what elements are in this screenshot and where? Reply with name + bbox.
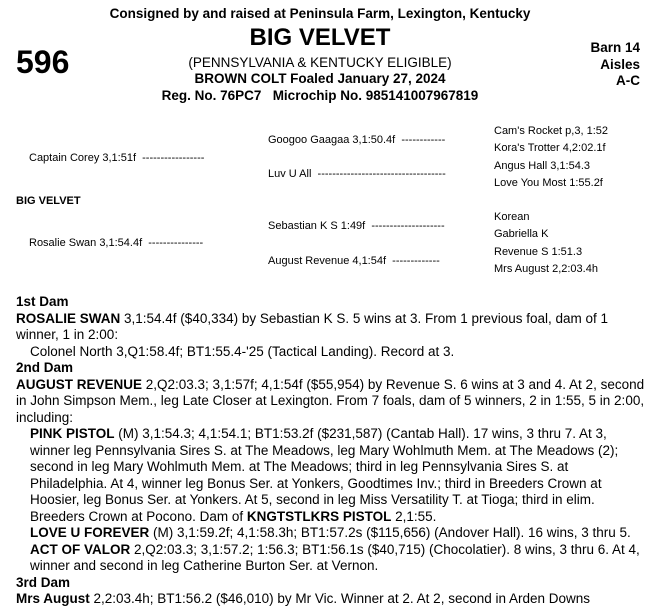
pedigree-sds: Angus Hall 3,1:54.3: [494, 160, 591, 172]
foal-love-u-forever: LOVE U FOREVER (M) 3,1:59.2f; 4,1:58.3h; BT1:57.2s ($115,656) (Andover Hall). 16 wins, 3 thru 5.: [30, 525, 631, 540]
pedigree-sss: Cam's Rocket p,3, 1:52: [494, 125, 608, 137]
registration-line: Reg. No. 76PC7 Microchip No. 985141007967819: [161, 88, 479, 103]
pedigree-dss: Korean: [494, 211, 530, 223]
foal-act-of-valor: ACT OF VALOR 2,Q2:03.3; 3,1:57.2; 1:56.3; BT1:56.1s ($40,715) (Chocolatier). 8 wins, 3 thru 6. At 4, winner and second in leg Catherine Burton Ser. at Vernon.: [30, 541, 640, 573]
foal-pink-pistol: PINK PISTOL (M) 3,1:54.3; 4,1:54.1; BT1:53.2f ($231,587) (Cantab Hall). 17 wins, 3 thru 7. At 3, winner leg Pennsylvania Sires S. at The Meadows, leg Mary Wohlmuth Mem. at The Meadows (2); second in leg Mary Wohlmuth Mem. at The Meadows; third in leg Pennsylvania Sires S. at Philadelphia. At 4, winner leg Bonus Ser. at Yonkers, Goodtimes Inv.; third in Breeders Crown at Hoosier, leg Bonus Ser. at Yonkers. At 5, second in leg Miss Versatility T. at Tioga; third in elim. Breeders Crown at Pocono. Dam of KNGTSTLKRS PISTOL 2,1:55.: [30, 426, 619, 524]
horse-name: BIG VELVET: [249, 24, 391, 51]
second-dam-heading: 2nd Dam: [16, 360, 74, 375]
pedigree-sire: Captain Corey 3,1:51f -----------------: [29, 152, 205, 164]
pedigree-dam-sire: Sebastian K S 1:49f --------------------: [268, 220, 445, 232]
third-dam-paragraph: Mrs August 2,2:03.4h; BT1:56.2 ($46,010) by Mr Vic. Winner at 2. At 2, second in Arden Downs: [16, 591, 591, 606]
pedigree-ddd: Mrs August 2,2:03.4h: [494, 263, 598, 275]
first-dam-paragraph: ROSALIE SWAN 3,1:54.4f ($40,334) by Sebastian K S. 5 wins at 3. From 1 previous foal, dam of 1 winner, 1 in 2:00:: [16, 310, 609, 342]
first-dam-foal: Colonel North 3,Q1:58.4f; BT1:55.4-'25 (Tactical Landing). Record at 3.: [30, 343, 455, 359]
third-dam-heading: 3rd Dam: [16, 574, 71, 590]
pedigree-sire-sire: Googoo Gaagaa 3,1:50.4f ------------: [268, 134, 446, 146]
pedigree-horse: BIG VELVET: [16, 195, 81, 207]
pedigree-ssd: Kora's Trotter 4,2:02.1f: [494, 142, 606, 154]
hip-number: 596: [16, 44, 70, 80]
pedigree-sdd: Love You Most 1:55.2f: [494, 177, 603, 189]
eligibility: (PENNSYLVANIA & KENTUCKY ELIGIBLE): [188, 55, 452, 70]
horse-description: BROWN COLT Foaled January 27, 2024: [194, 71, 446, 86]
first-dam-heading: 1st Dam: [16, 294, 69, 309]
pedigree-dds: Revenue S 1:51.3: [494, 246, 583, 258]
pedigree-dam-dam: August Revenue 4,1:54f -------------: [268, 255, 440, 267]
barn-location: [520, 40, 640, 90]
family-section: [16, 294, 646, 608]
barn-number: Barn 14: [590, 40, 640, 55]
pedigree-dsd: Gabriella K: [494, 228, 549, 240]
aisles-label: Aisles: [600, 56, 640, 72]
pedigree-sire-dam: Luv U All -----------------------------------: [268, 168, 446, 180]
consignor-line: Consigned by and raised at Peninsula Farm, Lexington, Kentucky: [109, 6, 531, 21]
second-dam-paragraph: AUGUST REVENUE 2,Q2:03.3; 3,1:57f; 4,1:54f ($55,954) by Revenue S. 6 wins at 3 and 4. At 2, second in John Simpson Mem., leg Late Closer at Lexington. From 7 foals, dam of 5 winners, 2 in 1:55, 5 in 2:00, including:: [16, 376, 645, 425]
aisles-value: A-C: [616, 73, 640, 88]
pedigree-dam: Rosalie Swan 3,1:54.4f ---------------: [29, 237, 204, 249]
